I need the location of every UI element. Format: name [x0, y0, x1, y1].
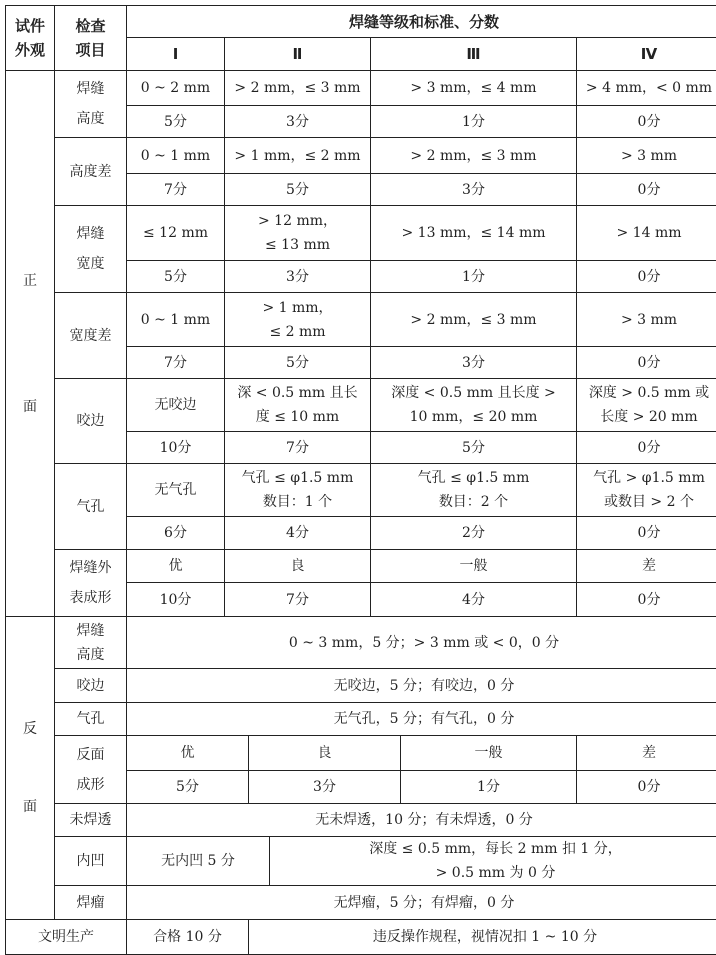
front-score-cell: 3分: [225, 106, 370, 137]
back-forming-criteria: 一般: [401, 736, 576, 770]
header-title: 焊缝等级和标准、分数: [127, 6, 716, 37]
front-score-cell: 0分: [577, 174, 716, 205]
back-item-concave: 内凹: [55, 837, 126, 885]
front-score-cell: 0分: [577, 583, 716, 616]
front-criteria-cell: > 14 mm: [577, 206, 716, 260]
back-item-forming: 反面 成形: [55, 736, 126, 803]
back-concave-ok: 无内凹 5 分: [127, 837, 269, 885]
front-score-cell: 4分: [371, 583, 576, 616]
front-criteria-cell: 良: [225, 550, 370, 582]
front-criteria-cell: 气孔 > φ1.5 mm 或数目 > 2 个: [577, 464, 716, 516]
front-score-cell: 6分: [127, 517, 224, 549]
front-score-cell: 5分: [225, 174, 370, 205]
front-criteria-cell: > 13 mm，≤ 14 mm: [371, 206, 576, 260]
back-forming-criteria: 差: [577, 736, 716, 770]
front-score-cell: 5分: [127, 106, 224, 137]
front-item: 高度差: [55, 138, 126, 205]
front-criteria-cell: 一般: [371, 550, 576, 582]
back-weld-height-value: 0 ~ 3 mm，5 分；> 3 mm 或 < 0，0 分: [127, 617, 716, 668]
front-criteria-cell: 0 ~ 1 mm: [127, 293, 224, 346]
front-score-cell: 7分: [127, 174, 224, 205]
front-criteria-cell: 0 ~ 2 mm: [127, 71, 224, 105]
front-label: 正 面: [6, 71, 54, 616]
back-overlap-value: 无焊瘤，5 分；有焊瘤，0 分: [127, 886, 716, 919]
front-score-cell: 5分: [371, 432, 576, 463]
front-criteria-cell: > 2 mm，≤ 3 mm: [371, 138, 576, 173]
front-criteria-cell: 差: [577, 550, 716, 582]
front-criteria-cell: 0 ~ 1 mm: [127, 138, 224, 173]
front-score-cell: 3分: [371, 174, 576, 205]
front-score-cell: 7分: [225, 432, 370, 463]
front-score-cell: 7分: [225, 583, 370, 616]
back-forming-score: 1分: [401, 771, 576, 803]
front-criteria-cell: ≤ 12 mm: [127, 206, 224, 260]
front-score-cell: 0分: [577, 432, 716, 463]
front-criteria-cell: > 2 mm，≤ 3 mm: [371, 293, 576, 346]
back-item-incomplete: 未焊透: [55, 804, 126, 836]
civil-rule: 违反操作规程，视情况扣 1 ~ 10 分: [249, 920, 716, 954]
front-criteria-cell: > 1 mm， ≤ 2 mm: [225, 293, 370, 346]
back-forming-score: 0分: [577, 771, 716, 803]
front-criteria-cell: 深度 > 0.5 mm 或 长度 > 20 mm: [577, 379, 716, 431]
welding-score-table: [5, 5, 716, 955]
back-forming-score: 5分: [127, 771, 248, 803]
front-criteria-cell: 气孔 ≤ φ1.5 mm 数目：2 个: [371, 464, 576, 516]
front-score-cell: 7分: [127, 347, 224, 378]
front-criteria-cell: 深 < 0.5 mm 且长 度 ≤ 10 mm: [225, 379, 370, 431]
front-criteria-cell: > 1 mm，≤ 2 mm: [225, 138, 370, 173]
back-item-weld-height: 焊缝 高度: [55, 617, 126, 668]
back-item-undercut: 咬边: [55, 669, 126, 702]
front-item: 焊缝外 表成形: [55, 550, 126, 616]
front-item: 焊缝 高度: [55, 71, 126, 137]
front-score-cell: 5分: [127, 261, 224, 292]
front-criteria-cell: 无咬边: [127, 379, 224, 431]
grade-2: Ⅱ: [225, 38, 370, 70]
front-criteria-cell: 优: [127, 550, 224, 582]
grade-4: Ⅳ: [577, 38, 716, 70]
back-porosity-value: 无气孔，5 分；有气孔，0 分: [127, 703, 716, 735]
grade-1: Ⅰ: [127, 38, 224, 70]
civil-ok: 合格 10 分: [127, 920, 248, 954]
front-item: 咬边: [55, 379, 126, 463]
front-score-cell: 10分: [127, 583, 224, 616]
front-item: 宽度差: [55, 293, 126, 378]
front-score-cell: 0分: [577, 106, 716, 137]
front-criteria-cell: > 3 mm: [577, 138, 716, 173]
back-label: 反 面: [6, 617, 54, 919]
front-score-cell: 10分: [127, 432, 224, 463]
front-criteria-cell: 气孔 ≤ φ1.5 mm 数目：1 个: [225, 464, 370, 516]
front-score-cell: 3分: [225, 261, 370, 292]
front-score-cell: 4分: [225, 517, 370, 549]
front-score-cell: 2分: [371, 517, 576, 549]
front-item: 气孔: [55, 464, 126, 549]
front-criteria-cell: > 4 mm，< 0 mm: [577, 71, 716, 105]
front-criteria-cell: > 3 mm: [577, 293, 716, 346]
front-item: 焊缝 宽度: [55, 206, 126, 292]
header-appearance: 试件 外观: [6, 6, 54, 70]
back-forming-criteria: 优: [127, 736, 248, 770]
front-score-cell: 1分: [371, 106, 576, 137]
back-concave-rule: 深度 ≤ 0.5 mm，每长 2 mm 扣 1 分， > 0.5 mm 为 0 分: [270, 837, 716, 885]
front-score-cell: 1分: [371, 261, 576, 292]
front-score-cell: 0分: [577, 347, 716, 378]
front-score-cell: 0分: [577, 517, 716, 549]
front-criteria-cell: > 12 mm， ≤ 13 mm: [225, 206, 370, 260]
back-undercut-value: 无咬边，5 分；有咬边，0 分: [127, 669, 716, 702]
civil-label: 文明生产: [6, 920, 126, 954]
front-score-cell: 5分: [225, 347, 370, 378]
front-criteria-cell: 深度 < 0.5 mm 且长度 > 10 mm，≤ 20 mm: [371, 379, 576, 431]
grade-3: Ⅲ: [371, 38, 576, 70]
back-item-overlap: 焊瘤: [55, 886, 126, 919]
front-score-cell: 3分: [371, 347, 576, 378]
back-item-porosity: 气孔: [55, 703, 126, 735]
front-score-cell: 0分: [577, 261, 716, 292]
header-item: 检查 项目: [55, 6, 126, 70]
front-criteria-cell: > 3 mm，≤ 4 mm: [371, 71, 576, 105]
front-criteria-cell: > 2 mm，≤ 3 mm: [225, 71, 370, 105]
back-incomplete-value: 无未焊透，10 分；有未焊透，0 分: [127, 804, 716, 836]
front-criteria-cell: 无气孔: [127, 464, 224, 516]
back-forming-score: 3分: [249, 771, 400, 803]
back-forming-criteria: 良: [249, 736, 400, 770]
